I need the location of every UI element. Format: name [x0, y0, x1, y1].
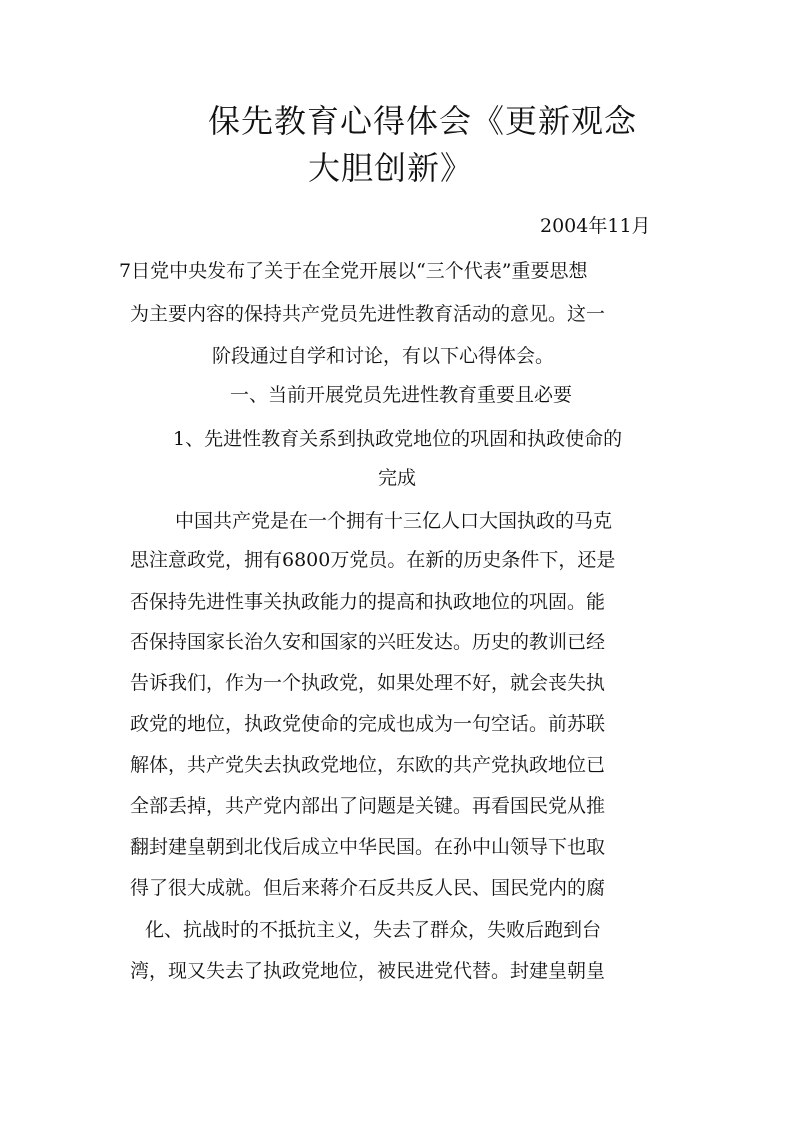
body-line: 湾，现又失去了执政党地位，被民进党代替。封建皇朝皇: [130, 960, 606, 982]
body-line: 得了很大成就。但后来蒋介石反共反人民、国民党内的腐: [130, 877, 606, 899]
body-line: 全部丢掉，共产党内部出了问题是关键。再看国民党从推: [130, 795, 606, 817]
body-line: 政党的地位，执政党使命的完成也成为一句空话。前苏联: [130, 713, 606, 735]
body-line: 思注意政党，拥有6800万党员。在新的历史条件下，还是: [130, 549, 616, 571]
date-line: 2004年11月: [540, 215, 651, 237]
section-heading: 一、当前开展党员先进性教育重要且必要: [230, 384, 573, 406]
body-line: 解体，共产党失去执政党地位，东欧的共产党执政地位已: [130, 754, 606, 776]
body-line: 否保持国家长治久安和国家的兴旺发达。历史的教训已经: [130, 631, 606, 653]
subheading-line: 完成: [378, 467, 417, 489]
body-line: 中国共产党是在一个拥有十三亿人口大国执政的马克: [175, 510, 613, 532]
document-title-line-2: 大胆创新》: [308, 149, 474, 187]
intro-line: 阶段通过自学和讨论，有以下心得体会。: [212, 345, 555, 367]
subheading-line: 1、先进性教育关系到执政党地位的巩固和执政使命的: [173, 428, 623, 450]
body-line: 否保持先进性事关执政能力的提高和执政地位的巩固。能: [130, 591, 606, 613]
document-title-line-1: 保先教育心得体会《更新观念: [208, 102, 638, 140]
body-line: 化、抗战时的不抵抗主义，失去了群众，失败后跑到台: [145, 919, 602, 941]
intro-line: 为主要内容的保持共产党员先进性教育活动的意见。这一: [130, 303, 606, 325]
body-line: 告诉我们，作为一个执政党，如果处理不好，就会丧失执: [130, 672, 606, 694]
body-line: 翻封建皇朝到北伐后成立中华民国。在孙中山领导下也取: [130, 836, 606, 858]
intro-line: 7日党中央发布了关于在全党开展以“三个代表”重要思想: [119, 260, 588, 282]
